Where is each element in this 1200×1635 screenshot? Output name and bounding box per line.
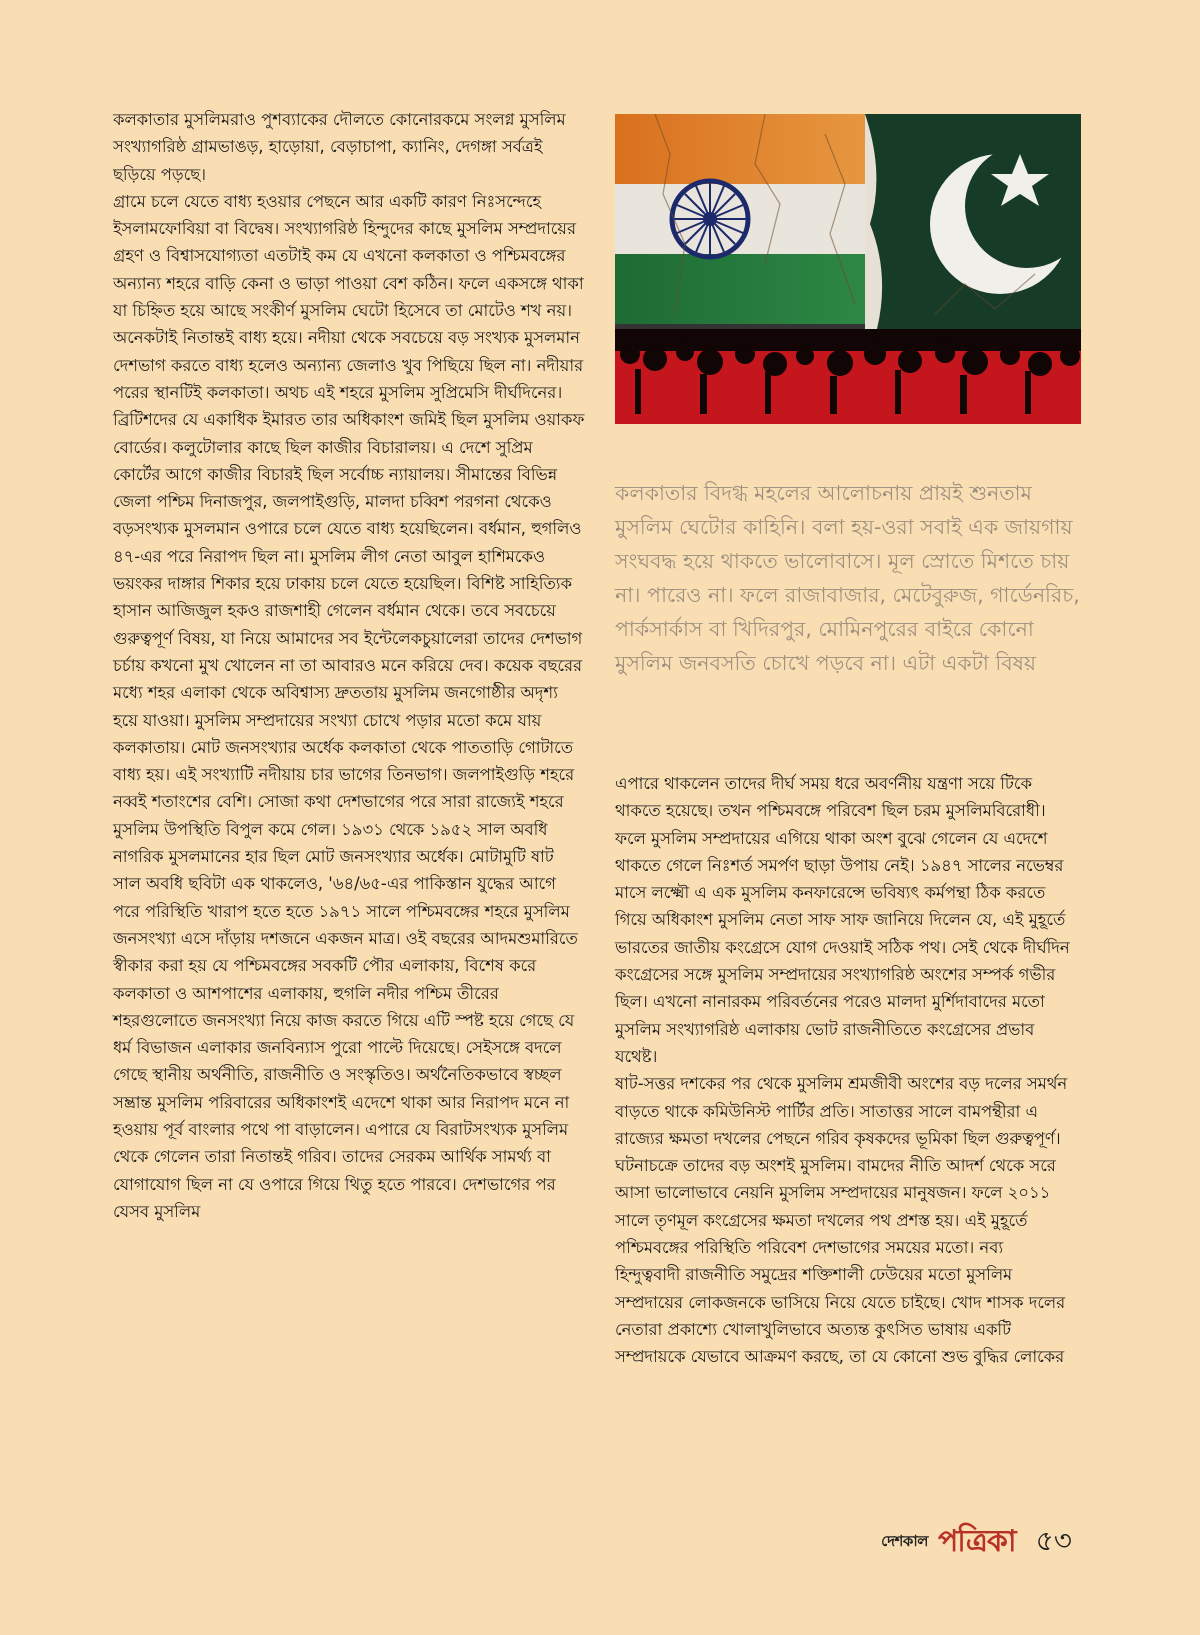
flags-illustration xyxy=(615,114,1081,424)
article-paragraph: এপারে থাকলেন তাদের দীর্ঘ সময় ধরে অবর্ণনীয় যন্ত্রণা সয়ে টিকে থাকতে হয়েছে। তখন পশ্চিমবঙ্গে পরিবেশ ছিল চরম মুসলিমবিরোধী। ফলে মুসলিম সম্প্রদায়ের এগিয়ে থাকা অংশ বুঝে গেলেন যে এদেশে থাকতে গেলে নিঃশর্ত সমর্পণ ছাড়া উপায় নেই। ১৯৪৭ সালের নভেম্বর মাসে লক্ষ্মৌ এ এক মুসলিম কনফারেন্সে ভবিষ্যৎ কর্মপন্থা ঠিক করতে গিয়ে অধিকাংশ মুসলিম নেতা সাফ সাফ জানিয়ে দিলেন যে, এই মুহূর্তে ভারতের জাতীয় কংগ্রেসে যোগ দেওয়াই সঠিক পথ। সেই থেকে দীর্ঘদিন কংগ্রেসের সঙ্গে মুসলিম সম্প্রদায়ের সংখ্যাগরিষ্ঠ অংশের সম্পর্ক গভীর ছিল। এখনো নানারকম পরিবর্তনের পরেও মালদা মুর্শিদাবাদের মতো মুসলিম সংখ্যাগরিষ্ঠ এলাকায় ভোট রাজনীতিতে কংগ্রেসের প্রভাব যথেষ্ট। xyxy=(615,774,1070,1066)
article-right-column xyxy=(615,770,1073,1371)
article-left-column xyxy=(113,106,585,1225)
ashoka-chakra-icon xyxy=(672,181,748,257)
magazine-brand-small: দেশকাল xyxy=(881,1531,928,1550)
article-paragraph: গ্রামে চলে যেতে বাধ্য হওয়ার পেছনে আর একটি কারণ নিঃসন্দেহে ইসলামফোবিয়া বা বিদ্বেষ। সংখ্যাগরিষ্ঠ হিন্দুদের কাছে মুসলিম সম্প্রদায়ের গ্রহণ ও বিশ্বাসযোগ্যতা এতটাই কম যে এখনো কলকাতা ও পশ্চিমবঙ্গের অন্যান্য শহরে বাড়ি কেনা ও ভাড়া পাওয়া বেশ কঠিন। ফলে একসঙ্গে থাকা যা চিহ্নিত হয়ে আছে সংকীর্ণ মুসলিম ঘেটো হিসেবে তা মোটেও শখ নয়। অনেকটাই নিতান্তই বাধ্য হয়ে। নদীয়া থেকে সবচেয়ে বড় সংখ্যক মুসলমান দেশভাগ করতে বাধ্য হলেও অন্যান্য জেলাও খুব পিছিয়ে ছিল না। নদীয়ার পরের স্থানটিই কলকাতা। অথচ এই শহরে মুসলিম সুপ্রিমেসি দীর্ঘদিনের। ব্রিটিশদের যে একাধিক ইমারত তার অধিকাংশ জমিই ছিল মুসলিম ওয়াকফ বোর্ডের। কলুটোলার কাছে ছিল কাজীর বিচারালয়। এ দেশে সুপ্রিম কোর্টের আগে কাজীর বিচারই ছিল সর্বোচ্চ ন্যায়ালয়। সীমান্তের বিভিন্ন জেলা পশ্চিম দিনাজপুর, জলপাইগুড়ি, মালদা চব্বিশ পরগনা থেকেও বড়সংখ্যক মুসলমান ওপারে চলে যেতে বাধ্য হয়েছিলেন। বর্ধমান, হুগলিও ৪৭-এর পরে নিরাপদ ছিল না। মুসলিম লীগ নেতা আবুল হাশিমকেও ভয়ংকর দাঙ্গার শিকার হয়ে ঢাকায় চলে যেতে হয়েছিল। বিশিষ্ট সাহিত্যিক হাসান আজিজুল হকও রাজশাহী গেলেন বর্ধমান থেকে। তবে সবচেয়ে গুরুত্বপূর্ণ বিষয়, যা নিয়ে আমাদের সব ইন্টেলেকচুয়ালেরা তাদের দেশভাগ চর্চায় কখনো মুখ খোলেন না তা আবারও মনে করিয়ে দেব। কয়েক বছরের মধ্যে শহর এলাকা থেকে অবিশ্বাস্য দ্রুততায় মুসলিম জনগোষ্ঠীর অদৃশ্য হয়ে যাওয়া। মুসলিম সম্প্রদায়ের সংখ্যা চোখে পড়ার মতো কমে যায় কলকাতায়। মোট জনসংখ্যার অর্ধেক কলকাতা থেকে পাততাড়ি গোটাতে বাধ্য হয়। এই সংখ্যাটি নদীয়ায় চার ভাগের তিনভাগ। জলপাইগুড়ি শহরে নব্বই শতাংশের বেশি। সোজা কথা দেশভাগের পরে সারা রাজ্যেই শহরে মুসলিম উপস্থিতি বিপুল কমে গেল। ১৯৩১ থেকে ১৯৫২ সাল অবধি নাগরিক মুসলমানের হার ছিল মোট জনসংখ্যার অর্ধেক। মোটামুটি ষাট সাল অবধি ছবিটা এক থাকলেও, '৬৪/৬৫-এর পাকিস্তান যুদ্ধের আগে পরে পরিস্থিতি খারাপ হতে হতে ১৯৭১ সালে পশ্চিমবঙ্গের শহরে মুসলিম জনসংখ্যা এসে দাঁড়ায় দশজনে একজন মাত্র। ওই বছরের আদমশুমারিতে স্বীকার করা হয় যে পশ্চিমবঙ্গের সবকটি পৌর এলাকায়, বিশেষ করে কলকাতা ও আশপাশের এলাকায়, হুগলি নদীর পশ্চিম তীরের শহরগুলোতে জনসংখ্যা নিয়ে কাজ করতে গিয়ে এটি স্পষ্ট হয়ে গেছে যে ধর্ম বিভাজন এলাকার জনবিন্যাস পুরো পাল্টে দিয়েছে। সেইসঙ্গে বদলে গেছে স্থানীয় অর্থনীতি, রাজনীতি ও সংস্কৃতিও। অর্থনৈতিকভাবে স্বচ্ছল সম্ভ্রান্ত মুসলিম পরিবারের অধিকাংশই এদেশে থাকা আর নিরাপদ মনে না হওয়ায় পূর্ব বাংলার পথে পা বাড়ালেন। এপারে যে বিরাটসংখ্যক মুসলিম থেকে গেলেন তারা নিতান্তই গরিব। তাদের সেরকম আর্থিক সামর্থ্য বা যোগাযোগ ছিল না যে ওপারে গিয়ে থিতু হতে পারবে। দেশভাগের পর যেসব মুসলিম xyxy=(113,191,585,1221)
page-number: ৫৩ xyxy=(1035,1523,1072,1557)
pull-quote: কলকাতার বিদগ্ধ মহলের আলোচনায় প্রায়ই শুনতাম মুসলিম ঘেটোর কাহিনি। বলা হয়-ওরা সবাই এক জায়গায় সংঘবদ্ধ হয়ে থাকতে ভালোবাসে। মূল স্রোতে মিশতে চায় না। পারেও না। ফলে রাজাবাজার, মেটেবুরুজ, গার্ডেনরিচ, পার্কসার্কাস বা খিদিরপুর, মোমিনপুরের বাইরে কোনো মুসলিম জনবসতি চোখে পড়বে না। এটা একটা বিষয় xyxy=(615,481,1080,675)
magazine-brand-logo: পত্রিকা xyxy=(937,1523,1016,1559)
article-paragraph: কলকাতার মুসলিমরাও পুশব্যাকের দৌলতে কোনোরকমে সংলগ্ন মুসলিম সংখ্যাগরিষ্ঠ গ্রামভাঙড়, হাড়োয়া, বেড়াচাপা, ক্যানিং, দেগঙ্গা সর্বত্রই ছড়িয়ে পড়ছে। xyxy=(113,110,566,184)
article-paragraph: ষাট-সত্তর দশকের পর থেকে মুসলিম শ্রমজীবী অংশের বড় দলের সমর্থন বাড়তে থাকে কমিউনিস্ট পার্টির প্রতি। সাতাত্তর সালে বামপন্থীরা এ রাজ্যের ক্ষমতা দখলের পেছনে গরিব কৃষকদের ভূমিকা ছিল গুরুত্বপূর্ণ। ঘটনাচক্রে তাদের বড় অংশই মুসলিম। বামদের নীতি আদর্শ থেকে সরে আসা ভালোভাবে নেয়নি মুসলিম সম্প্রদায়ের মানুষজন। ফলে ২০১১ সালে তৃণমূল কংগ্রেসের ক্ষমতা দখলের পথ প্রশস্ত হয়। এই মুহূর্তে পশ্চিমবঙ্গের পরিস্থিতি পরিবেশ দেশভাগের সময়ের মতো। নব্য হিন্দুত্ববাদী রাজনীতি সমুদ্রের শক্তিশালী ঢেউয়ের মতো মুসলিম সম্প্রদায়ের লোকজনকে ভাসিয়ে নিয়ে যেতে চাইছে। খোদ শাসক দলের নেতারা প্রকাশ্যে খোলাখুলিভাবে অত্যন্ত কুৎসিত ভাষায় একটি সম্প্রদায়কে যেভাবে আক্রমণ করছে, তা যে কোনো শুভ বুদ্ধির লোকের xyxy=(615,1074,1068,1367)
india-pakistan-flags-image xyxy=(615,114,1081,424)
page-footer xyxy=(881,1520,1072,1564)
